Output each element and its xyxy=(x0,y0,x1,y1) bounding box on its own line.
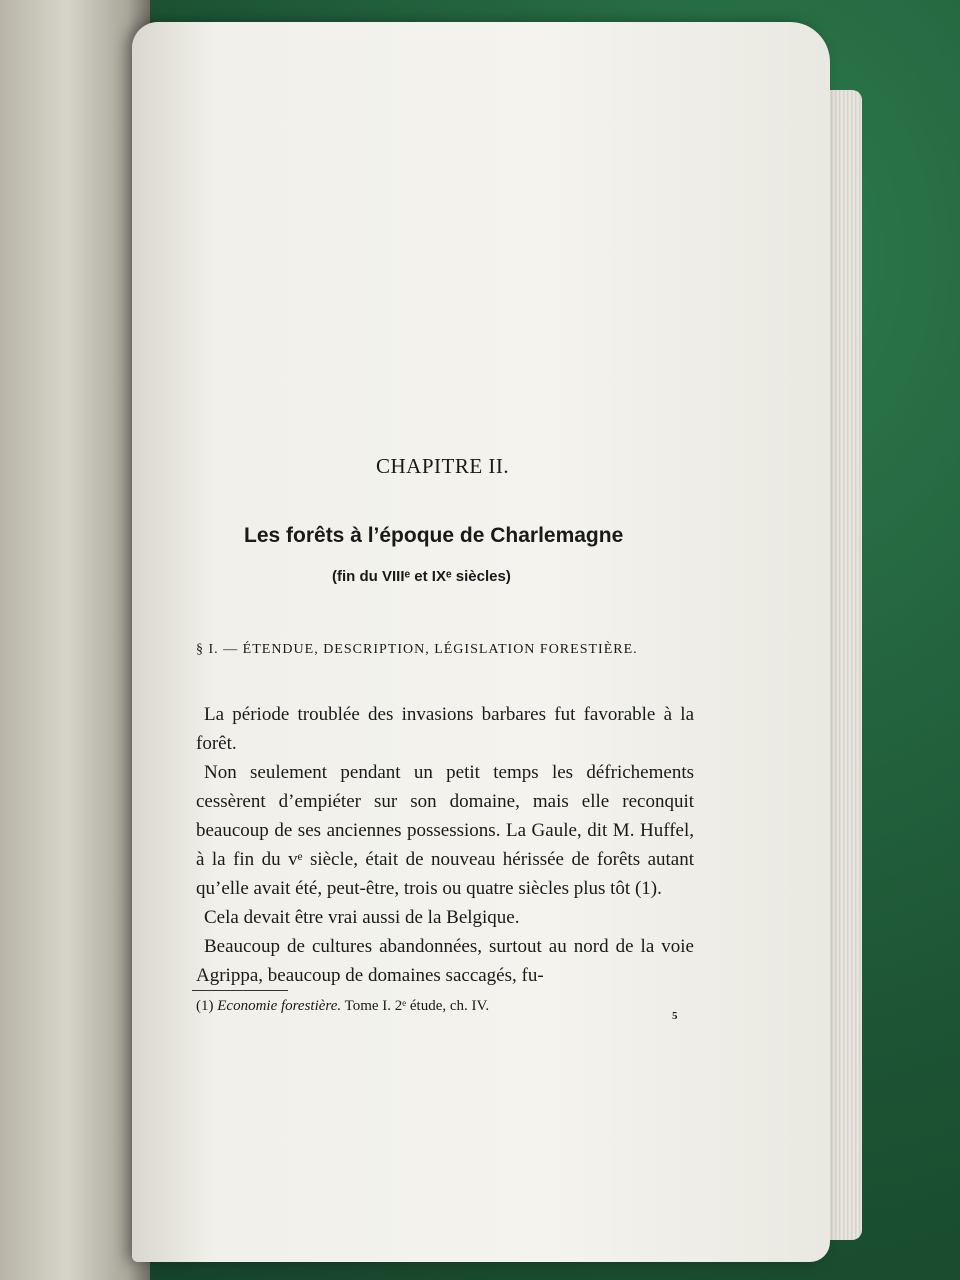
paragraph: Non seulement pendant un petit temps les défrichements cessèrent d’empiéter sur son domaine, mais elle reconquit beaucoup de ses anciennes possessions. La Gaule, dit M. Huffel, à la fin du vᵉ siècle, était de nouveau hérissée de forêts autant qu’elle avait été, peut-être, trois ou quatre siècles plus tôt (1). xyxy=(196,762,694,899)
section-heading: § I. — ÉTENDUE, DESCRIPTION, LÉGISLATION FORESTIÈRE. xyxy=(196,642,638,657)
footnote-reference: Tome I. 2ᵉ étude, ch. IV. xyxy=(344,998,490,1014)
footnote xyxy=(196,998,616,1015)
paragraph: La période troublée des invasions barbares fut favorable à la forêt. xyxy=(196,704,694,754)
footnote-rule xyxy=(192,990,288,991)
page-number: 5 xyxy=(672,1010,678,1022)
footnote-work: Economie forestière. xyxy=(217,998,342,1014)
chapter-subtitle: (fin du VIIIᵉ et IXᵉ siècles) xyxy=(332,568,511,585)
left-page xyxy=(0,0,150,1280)
chapter-title: Les forêts à l’époque de Charlemagne xyxy=(244,524,624,547)
body-text xyxy=(196,700,694,990)
paragraph: Beaucoup de cultures abandonnées, surtout au nord de la voie Agrippa, beaucoup de domaines saccagés, fu- xyxy=(196,936,694,986)
chapter-heading: CHAPITRE II. xyxy=(376,454,510,478)
paragraph: Cela devait être vrai aussi de la Belgique. xyxy=(204,907,520,928)
footnote-marker: (1) xyxy=(196,998,214,1014)
